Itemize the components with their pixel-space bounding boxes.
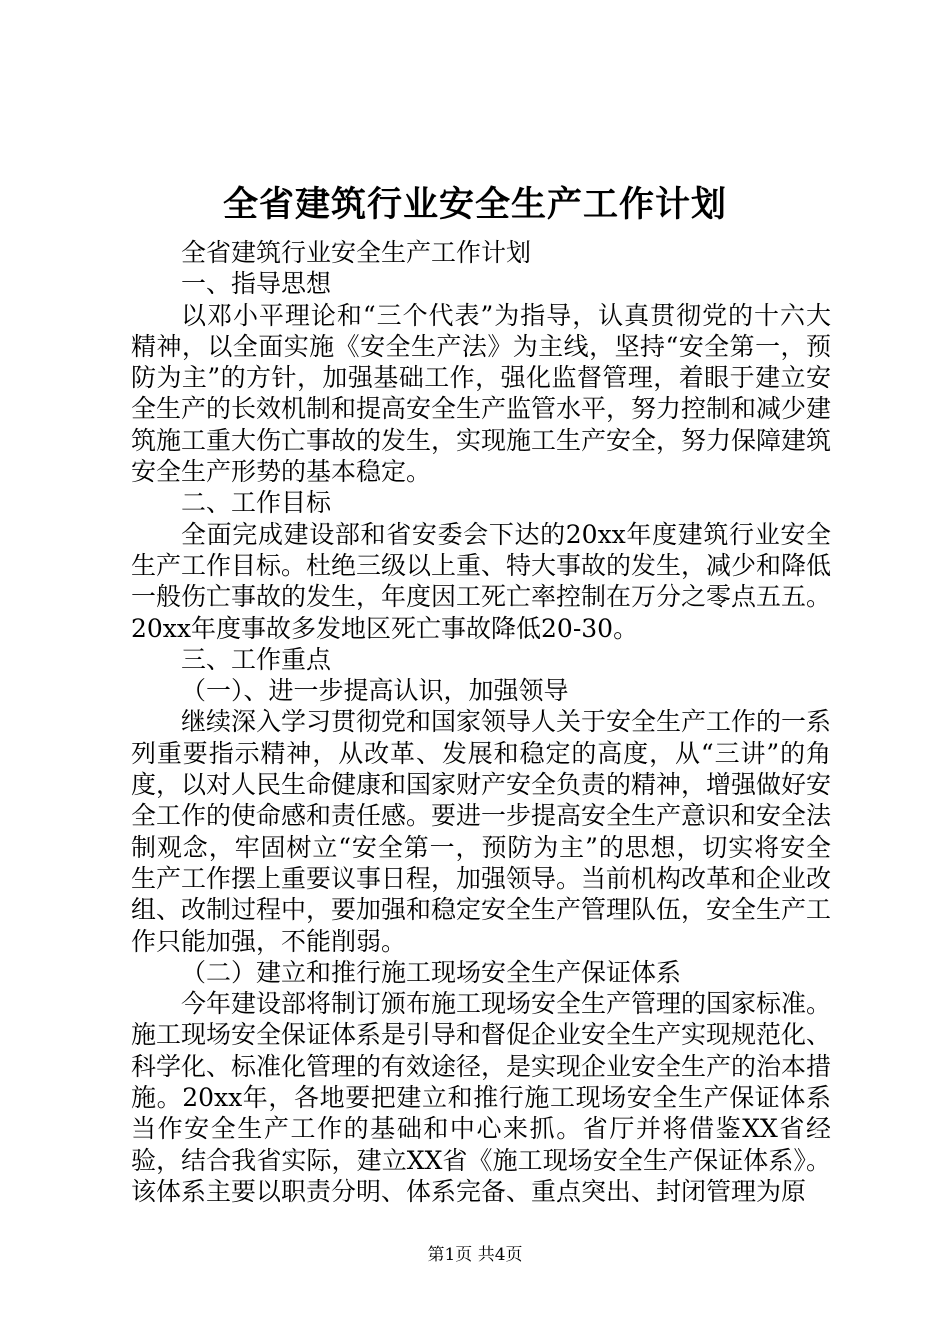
section-heading-work-goals: 二、工作目标 (181, 488, 332, 518)
section-heading-guiding-ideology: 一、指导思想 (181, 269, 332, 299)
body-paragraph: 继续深入学习贯彻党和国家领导人关于安全生产工作的一系列重要指示精神，从改革、发展和稳定的高度，从“三讲”的角度，以对人民生命健康和国家财产安全负责的精神，增强做好安全工作的使命感和责任感。要进一步提高安全生产意识和安全法制观念，牢固树立“安全第一，预防为主”的思想，切实将安全生产工作摆上重要议事日程，加强领导。当前机构改革和企业改组、改制过程中，要加强和稳定安全生产管理队伍，安全生产工作只能加强，不能削弱。 (131, 707, 832, 956)
body-paragraph: 全面完成建设部和省安委会下达的20xx年度建筑行业安全生产工作目标。杜绝三级以上重、特大事故的发生，减少和降低一般伤亡事故的发生，年度因工死亡率控制在万分之零点五五。20xx年度事故多发地区死亡事故降低20-30。 (131, 519, 832, 643)
section-heading-work-focus: 三、工作重点 (181, 644, 332, 674)
body-paragraph: 今年建设部将制订颁布施工现场安全生产管理的国家标准。施工现场安全保证体系是引导和督促企业安全生产实现规范化、科学化、标准化管理的有效途径，是实现企业安全生产的治本措施。20xx年，各地要把建立和推行施工现场安全生产保证体系当作安全生产工作的基础和中心来抓。省厅并将借鉴XX省经验，结合我省实际，建立XX省《施工现场安全生产保证体系》。该体系主要以职责分明、体系完备、重点突出、封闭管理为原 (131, 989, 832, 1206)
document-body (131, 237, 831, 1207)
page-footer: 第1页 共4页 (427, 1245, 523, 1265)
subsection-heading-1: （一）、进一步提高认识，加强领导 (181, 676, 569, 706)
body-subtitle: 全省建筑行业安全生产工作计划 (181, 238, 532, 267)
body-paragraph: 以邓小平理论和“三个代表”为指导，认真贯彻党的十六大精神，以全面实施《安全生产法》为主线，坚持“安全第一，预防为主”的方针，加强基础工作，强化监督管理，着眼于建立安全生产的长效机制和提高安全生产监管水平，努力控制和减少建筑施工重大伤亡事故的发生，实现施工生产安全，努力保障建筑安全生产形势的基本稳定。 (131, 300, 832, 487)
document-title: 全省建筑行业安全生产工作计划 (222, 185, 727, 225)
subsection-heading-2: （二）建立和推行施工现场安全生产保证体系 (181, 957, 682, 987)
